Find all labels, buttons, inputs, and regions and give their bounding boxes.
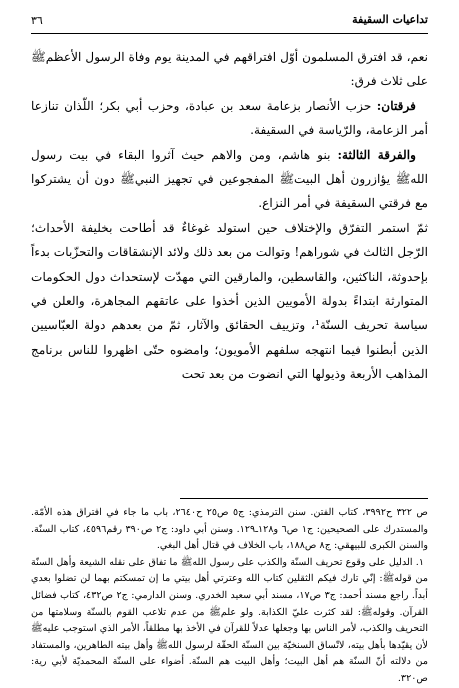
paragraph-third-group: [31, 143, 428, 216]
running-header: [31, 13, 428, 34]
two-groups-heading: فرقتان:: [376, 98, 416, 113]
footnotes: [31, 505, 428, 688]
footnote-continued: ص ٣٢٢ ح٣٩٩٢، كتاب الفتن. سنن الترمذي: ج٥ ص٢٥ ح٢٦٤٠، باب ما جاء في افتراق هذه الأمّة. والمستدرك على الصحيحين: ج١ ص٦ و١٢٨ـ١٢٩. وسنن أبي داود: ج٢ ص٣٩٠ رقم٤٥٩٦، كتاب السنّة. والسنن الكبرى للبيهقي: ج٨ ص١٨٨، باب الخلاف في قتال أهل البغي.: [31, 507, 429, 552]
main-text: [31, 45, 428, 387]
two-groups-text: حزب الأنصار بزعامة سعد بن عبادة، وحزب أبي بكر؛ اللّذان تنازعا أمر الزعامة، والرّياسة في السقيفة.: [31, 98, 428, 138]
paragraph-two-groups: [31, 94, 428, 143]
third-group-heading: والفرقة الثالثة:: [337, 147, 416, 162]
header-title: تداعيات السقيفة: [352, 13, 428, 26]
page-number: ٣٦: [31, 14, 43, 27]
footnote-1: ١. الدليل على وقوع تحريف السنّة والكذب على رسول اللهﷺ ما تفاق على نقله الشيعة وأهل السنّة من قولهﷺ: إنّي تارك فيكم الثقلين كتاب الله وعترتي أهل بيتي ما إن تمسكتم بهما لن تضلوا بعدي أبداً. راجع مسند أحمد: ج٣ ص١٧، مسند أبي سعيد الخدري. وسنن الدارمي: ج٢ ص٤٣٢، كتاب فضائل القرآن. وقولهﷺ: لقد كثرت عليّ الكذابة. ولو علمﷺ من عدم تلاعب القوم بالسنّة وسلامتها من التحريف والكذب، لأمر الناس بها وجعلها عدلاً للقرآن في الأخذ بها مطلقاً، الأمر الذي استوجب عليهﷺ لأن يقيّدها بأهل بيته، لاتّساق السنخيّة بين السنّة الحقّة لرسول اللهﷺ وأهل بيته الطاهرين، والمستفاد من دلالته أنّ السنّة هم أهل البيت؛ وأهل البيت هم السنّة. أضواء على السنّة المحمديّة لأبي رية: ص٣٢٠.: [31, 556, 428, 684]
footnote-divider: [180, 498, 428, 499]
continuation-paragraph: ثمّ استمر التفرّق والإختلاف حين استولد غوغاءٌ قد أطاحت بخليفة الأحداث؛ الرّجل الثالث في شوراهم! وتوالت من بعد ذلك ولائد الإنشقاقات والتحزّبات بدءاً بإحدوثة، الناكثين، والقاسطين، والمارقين التي مهدّت لإستحداث دول الحكومات المتوارثة ابتداءً بدولة الأمويين الذين أخذوا على عاتقهم المجاهرة، والعلن في سياسة تحريف السنّة¹، وتزييف الحقائق والآثار، ثمّ من بعدهم دولة العبّاسيين الذين أبطنوا فيما انتهجه سلفهم الأمويون؛ وامضوه حتّى اظهروا للناس برنامج المذاهب الأربعة وذيولها التي انضوت من بعد تحت: [31, 220, 428, 382]
intro-paragraph: نعم، قد افترق المسلمون أوّل افتراقهم في المدينة يوم وفاة الرسول الأعظمﷺ على ثلاث فرق:: [31, 50, 428, 89]
third-group-text: بنو هاشم، ومن والاهم حيث آثروا البقاء في بيت رسول اللهﷺ يؤازرون أهل البيتﷺ المفجوعين في تجهيز النبيﷺ دون أن يشتركوا مع فرقتي السقيفة في أمر النزاع.: [31, 147, 428, 211]
